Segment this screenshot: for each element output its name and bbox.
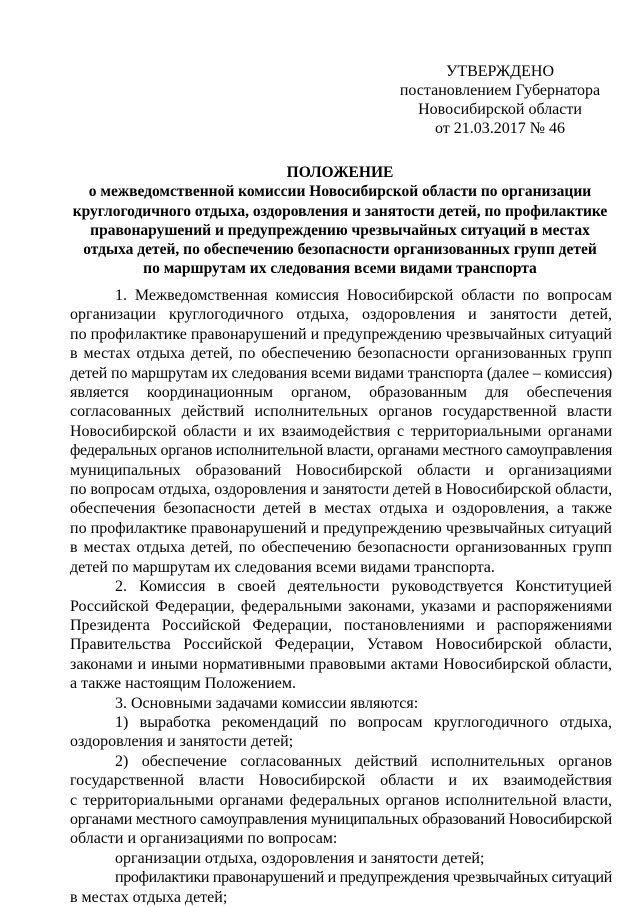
body-line: 1) выработка рекомендаций по вопросам круглогодичного отдыха, bbox=[115, 713, 612, 731]
body-line: Президента Российской Федерации, постановлениями и распоряжениями bbox=[70, 616, 612, 634]
title-line: о межведомственной комиссии Новосибирской области по организации bbox=[88, 183, 592, 201]
body-line: области и организациями по вопросам: bbox=[70, 830, 338, 848]
body-line: муниципальных образований Новосибирской области и организациями bbox=[70, 461, 612, 479]
body-line: является координационным органом, образованным для обеспечения bbox=[70, 384, 612, 402]
body-line: органами местного самоуправления муниципальных образований Новосибирской bbox=[70, 810, 612, 828]
body-line: профилактики правонарушений и предупреждения чрезвычайных ситуаций bbox=[115, 869, 612, 887]
body-line: в местах отдыха детей, по обеспечению безопасности организованных групп bbox=[70, 539, 612, 557]
approval-line: УТВЕРЖДЕНО bbox=[445, 63, 554, 80]
body-line: 3. Основными задачами комиссии являются: bbox=[115, 694, 419, 712]
body-line: а также настоящим Положением. bbox=[70, 675, 296, 693]
title-line: круглогодичного отдыха, оздоровления и занятости детей, по профилактике bbox=[72, 202, 608, 220]
approval-line: постановлением Губернатора bbox=[399, 82, 601, 99]
body-line: с территориальными органами федеральных органов исполнительной власти, bbox=[70, 791, 612, 809]
body-line: законами и иными нормативными правовыми актами Новосибирской области, bbox=[70, 655, 612, 673]
body-line: оздоровления и занятости детей; bbox=[70, 733, 294, 751]
body-line: организации отдыха, оздоровления и занятости детей; bbox=[115, 849, 485, 867]
body-line: в местах отдыха детей, по обеспечению безопасности организованных групп bbox=[70, 345, 612, 363]
body-line: по профилактике правонарушений и предупреждению чрезвычайных ситуаций bbox=[70, 325, 612, 343]
body-line: Правительства Российской Федерации, Уставом Новосибирской области, bbox=[70, 636, 612, 654]
body-line: согласованных действий исполнительных органов государственной власти bbox=[70, 403, 612, 421]
title-line: правонарушений и предупреждению чрезвычайных ситуаций в местах bbox=[90, 221, 590, 239]
body-line: по профилактике правонарушений и предупреждению чрезвычайных ситуаций bbox=[70, 519, 612, 537]
body-line: государственной власти Новосибирской области и их взаимодействия bbox=[70, 772, 612, 790]
body-line: организации круглогодичного отдыха, оздоровления и занятости детей, bbox=[70, 306, 612, 324]
title-line: по маршрутам их следования всеми видами транспорта bbox=[143, 260, 537, 278]
body-line: обеспечения безопасности детей в местах отдыха и оздоровления, а также bbox=[70, 500, 612, 518]
document-body bbox=[70, 286, 612, 907]
body-line: Новосибирской области и их взаимодействия с территориальными органами bbox=[70, 422, 612, 440]
body-line: детей по маршрутам их следования всеми видами транспорта. bbox=[70, 558, 495, 576]
body-line: федеральных органов исполнительной власти, органами местного самоуправления bbox=[70, 442, 613, 460]
body-line: 2. Комиссия в своей деятельности руководствуется Конституцией bbox=[115, 578, 612, 596]
approval-date: от 21.03.2017 № 46 bbox=[434, 120, 566, 137]
approval-stamp bbox=[380, 62, 620, 138]
body-line: детей по маршрутам их следования всеми видами транспорта (далее – комиссия) bbox=[70, 364, 613, 382]
body-line: Российской Федерации, федеральными законами, указами и распоряжениями bbox=[70, 597, 612, 615]
approval-line: Новосибирской области bbox=[418, 101, 582, 118]
title-line: отдыха детей, по обеспечению безопасности организованных групп детей bbox=[83, 241, 597, 259]
body-line: в местах отдыха детей; bbox=[70, 888, 228, 906]
body-line: 1. Межведомственная комиссия Новосибирской области по вопросам bbox=[115, 287, 612, 304]
title-heading: ПОЛОЖЕНИЕ bbox=[286, 164, 394, 181]
body-line: 2) обеспечение согласованных действий исполнительных органов bbox=[115, 752, 612, 770]
document-title bbox=[60, 163, 620, 279]
body-line: по вопросам отдыха, оздоровления и занятости детей в Новосибирской области, bbox=[70, 481, 613, 499]
